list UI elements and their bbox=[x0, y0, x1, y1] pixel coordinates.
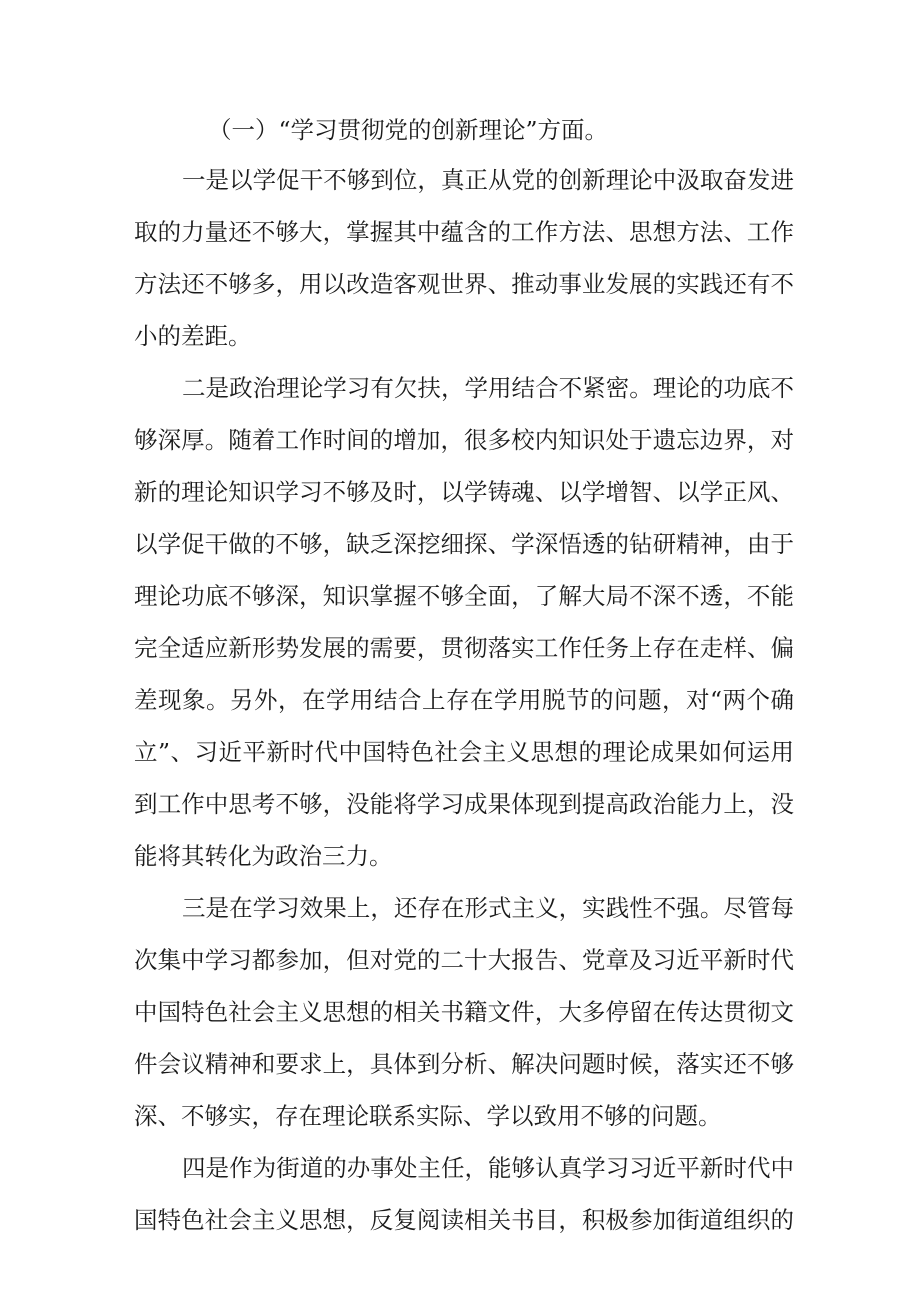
paragraph-3-line-2: 次集中学习都参加，但对党的二十大报告、党章及习近平新时代 bbox=[134, 946, 794, 974]
paragraph-2-line-2: 够深厚。随着工作时间的增加，很多校内知识处于遗忘边界，对 bbox=[134, 426, 794, 454]
paragraph-3-line-3: 中国特色社会主义思想的相关书籍文件，大多停留在传达贯彻文 bbox=[134, 998, 794, 1026]
paragraph-2-line-3: 新的理论知识学习不够及时，以学铸魂、以学增智、以学正风、 bbox=[134, 478, 794, 506]
paragraph-2-line-4: 以学促干做的不够，缺乏深挖细探、学深悟透的钻研精神，由于 bbox=[134, 530, 794, 558]
paragraph-1-line-2: 取的力量还不够大，掌握其中蕴含的工作方法、思想方法、工作 bbox=[134, 218, 794, 246]
paragraph-2-line-9: 到工作中思考不够，没能将学习成果体现到提高政治能力上，没 bbox=[134, 790, 794, 818]
paragraph-4-line-1: 四是作为街道的办事处主任，能够认真学习习近平新时代中 bbox=[182, 1154, 794, 1182]
paragraph-3-line-4: 件会议精神和要求上，具体到分析、解决问题时候，落实还不够 bbox=[134, 1050, 794, 1078]
paragraph-1-line-1: 一是以学促干不够到位，真正从党的创新理论中汲取奋发进 bbox=[182, 166, 794, 194]
paragraph-3-line-1: 三是在学习效果上，还存在形式主义，实践性不强。尽管每 bbox=[182, 894, 794, 922]
section-heading: （一）“学习贯彻党的创新理论”方面。 bbox=[208, 116, 609, 144]
paragraph-2-line-1: 二是政治理论学习有欠扶，学用结合不紧密。理论的功底不 bbox=[182, 374, 794, 402]
paragraph-3-line-5: 深、不够实，存在理论联系实际、学以致用不够的问题。 bbox=[134, 1102, 722, 1130]
paragraph-2-line-8: 立”、习近平新时代中国特色社会主义思想的理论成果如何运用 bbox=[134, 738, 794, 766]
paragraph-1-line-4: 小的差距。 bbox=[134, 322, 252, 350]
paragraph-2-line-7: 差现象。另外，在学用结合上存在学用脱节的问题，对“两个确 bbox=[134, 686, 794, 714]
paragraph-2-line-10: 能将其转化为政治三力。 bbox=[134, 842, 393, 870]
paragraph-2-line-5: 理论功底不够深，知识掌握不够全面，了解大局不深不透，不能 bbox=[134, 582, 794, 610]
paragraph-2-line-6: 完全适应新形势发展的需要，贯彻落实工作任务上存在走样、偏 bbox=[134, 634, 794, 662]
paragraph-4-line-2: 国特色社会主义思想，反复阅读相关书目，积极参加街道组织的 bbox=[134, 1206, 794, 1234]
paragraph-1-line-3: 方法还不够多，用以改造客观世界、推动事业发展的实践还有不 bbox=[134, 270, 794, 298]
